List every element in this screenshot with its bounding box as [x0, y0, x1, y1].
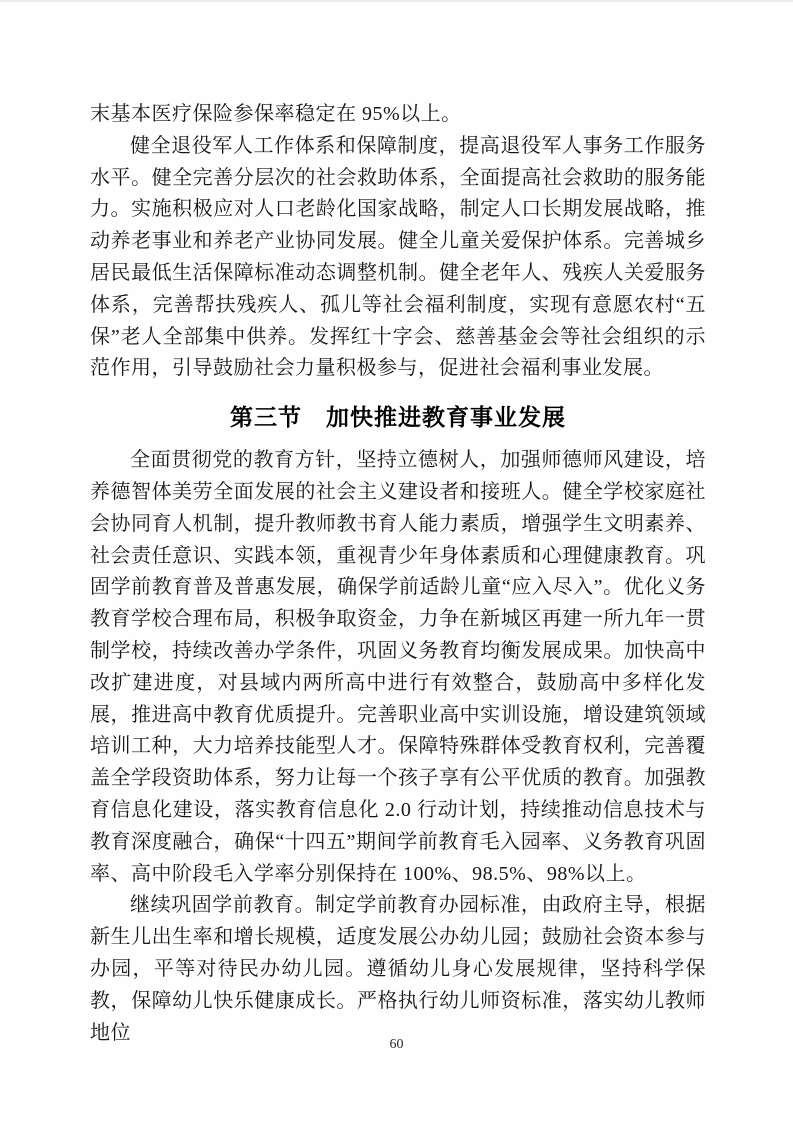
section-heading: 第三节 加快推进教育事业发展 — [230, 404, 566, 431]
paragraph-education-overview: 全面贯彻党的教育方针，坚持立德树人，加强师德师风建设，培养德智体美劳全面发展的社会主义建设者和接班人。健全学校家庭社会协同育人机制，提升教师教书育人能力素质，增强学生文明素养、社会责任意识、实践本领，重视青少年身体素质和心理健康教育。巩固学前教育普及普惠发展，确保学前适龄儿童“应入尽入”。优化义务教育学校合理布局，积极争取资金，力争在新城区再建一所九年一贯制学校，持续改善办学条件，巩固义务教育均衡发展成果。加快高中改扩建进度，对县域内两所高中进行有效整合，鼓励高中多样化发展，推进高中教育优质提升。完善职业高中实训设施，增设建筑领域培训工种，大力培养技能型人才。保障特殊群体受教育权利，完善覆盖全学段资助体系，努力让每一个孩子享有公平优质的教育。加强教育信息化建设，落实教育信息化 2.0 行动计划，持续推动信息技术与教育深度融合，确保“十四五”期间学前教育毛入园率、义务教育巩固率、高中阶段毛入学率分别保持在 100%、98.5%、98%以上。 — [90, 449, 706, 885]
paragraph-social-welfare: 健全退役军人工作体系和保障制度，提高退役军人事务工作服务水平。健全完善分层次的社会救助体系，全面提高社会救助的服务能力。实施积极应对人口老龄化国家战略，制定人口长期发展战略，推动养老事业和养老产业协同发展。健全儿童关爱保护体系。完善城乡居民最低生活保障标准动态调整机制。健全老年人、残疾人关爱服务体系，完善帮扶残疾人、孤儿等社会福利制度，实现有意愿农村“五保”老人全部集中供养。发挥红十字会、慈善基金会等社会组织的示范作用，引导鼓励社会力量积极参与，促进社会福利事业发展。 — [90, 134, 706, 380]
paragraph-medical-insurance-continuation: 末基本医疗保险参保率稳定在 95%以上。 — [90, 103, 462, 125]
paragraph-preschool-education: 继续巩固学前教育。制定学前教育办园标准，由政府主导，根据新生儿出生率和增长规模，适度发展公办幼儿园；鼓励社会资本参与办园，平等对待民办幼儿园。遵循幼儿身心发展规律，坚持科学保教，保障幼儿快乐健康成长。严格执行幼儿师资标准，落实幼儿教师地位 — [90, 894, 706, 1044]
page-number: 60 — [389, 1037, 404, 1052]
